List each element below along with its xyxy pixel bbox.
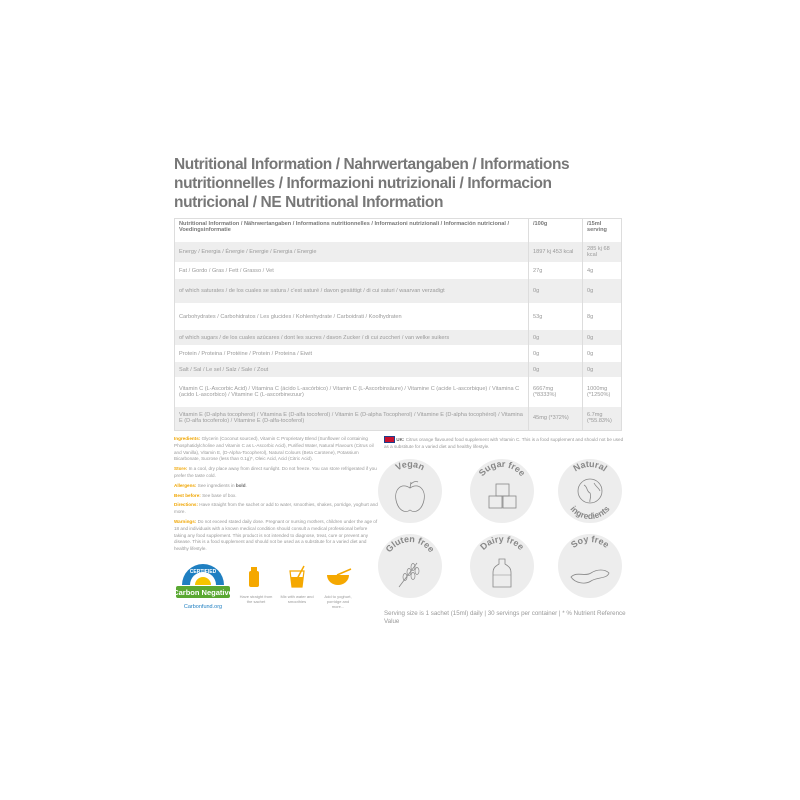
- row-serving: 285 kj 68 kcal: [583, 242, 622, 262]
- usage-sachet: [239, 565, 273, 604]
- row-per100: 45mg (*372%): [529, 407, 583, 430]
- badge-soy-free: [557, 533, 623, 599]
- warnings-label: Warnings:: [174, 518, 197, 524]
- left-column: [174, 436, 380, 615]
- uk-flag-icon: [384, 436, 395, 443]
- row-per100: 6667mg (*8333%): [529, 377, 583, 407]
- store: [174, 466, 380, 480]
- glass-icon: [280, 565, 314, 589]
- store-label: Store:: [174, 466, 188, 472]
- carbon-negative-logo: [174, 561, 232, 615]
- header-label: Nutritional Information / Nährwertangaben / Informations nutritionnelles / Informazioni nutrizionali / Información nutricional / Voedingsinformatie: [175, 219, 529, 243]
- row-per100: 0g: [529, 279, 583, 303]
- ingredients-label: Ingredients:: [174, 436, 201, 441]
- badge-label: Gluten free: [383, 533, 437, 555]
- table-row: [175, 330, 622, 345]
- table-row: [175, 345, 622, 362]
- store-text: In a cool, dry place away from direct sunlight. Do not freeze. You can store refrigerated if you prefer the taste cold.: [174, 466, 377, 478]
- row-label: Vitamin E (D-alpha tocopherol) / Vitamina E (D-alfa tocoferol) / Vitamin E (D-alpha Tocopherol) / Vitamine E (D-alpha tocophérol) / Vitamina E (D-alfa tocoferolo) / Vitamine E (D-alfa-tocoferol): [175, 407, 529, 430]
- badge-dairy-free: [469, 533, 535, 599]
- row-serving: 8g: [583, 303, 622, 330]
- row-label: Salt / Sal / Le sel / Salz / Sale / Zout: [175, 362, 529, 377]
- row-per100: 0g: [529, 330, 583, 345]
- best-before-text: See base of box.: [202, 492, 237, 498]
- allergens: Allergens: See ingredients in bold.: [174, 482, 247, 488]
- row-serving: 0g: [583, 279, 622, 303]
- page-title: Nutritional Information / Nahrwertangaben / Informations nutritionnelles / Informazioni nutrizionali / Informacion nutricional / NE Nutritional Information: [174, 156, 570, 211]
- directions-text: Have straight from the sachet or add to water, smoothies, shakes, porridge, yoghurt and more.: [174, 502, 378, 515]
- table-header: [175, 219, 622, 243]
- usage-mix: [280, 565, 314, 604]
- table-row: [175, 377, 622, 407]
- badge-label: Natural: [571, 458, 610, 474]
- table-row: [175, 242, 622, 262]
- badge-label: Dairy free: [478, 533, 527, 552]
- row-label: Energy / Energia / Énergie / Energie / Energia / Energie: [175, 242, 529, 262]
- ingredients-text: Glycerin (Coconut sourced), Vitamin C Proprietary Blend (Sunflower oil containing Phosphatidylcholine and Vitamin C as L-Ascorbic Acid), Purified Water, Natural Flavours (Citrus oil and Vanilla), Vitamin E, (D-Alpha-Tocopherol), Natural Colours (Beta Carotene), Potassium Bicarbonate, Sucrose (less than 0.1g)*, Oleic Acid, Acid (Citric Acid).: [174, 436, 374, 462]
- badge-sugar-free: [469, 458, 535, 524]
- warnings-text: Do not exceed stated daily dose. Pregnant or nursing mothers, children under the age of 18 and individuals with a known medical condition should consult a medical professional before taking any food supplement. This product is not intended to diagnose, treat, cure or prevent any disease. This is a food supplement and should not be used as a substitute for a varied diet and healthy lifestyle.: [174, 518, 378, 552]
- row-per100: 0g: [529, 362, 583, 377]
- row-per100: 1897 kj 453 kcal: [529, 242, 583, 262]
- table-row: [175, 279, 622, 303]
- carbon-top-text: CERTIFIED: [189, 568, 217, 575]
- uk-label: UK:: [396, 437, 405, 442]
- nutrition-table: [174, 218, 622, 431]
- allergens-bold: bold: [235, 482, 246, 488]
- row-serving: 6.7mg (*55.83%): [583, 407, 622, 430]
- warnings: [174, 519, 380, 553]
- carbon-site: Carbonfund.org: [183, 603, 223, 610]
- bowl-icon: [321, 565, 355, 589]
- row-serving: 4g: [583, 262, 622, 279]
- table-row: [175, 362, 622, 377]
- carbon-label: Carbon Negative: [174, 587, 232, 597]
- table-row: [175, 303, 622, 330]
- row-label: Vitamin C (L-Ascorbic Acid) / Vitamina C (ácido L-ascórbico) / Vitamin C (L-Ascorbinsäure) / Vitamine C (acide L-ascorbique) / Vitamina C (acido L-ascorbico) / Vitamine C (L-ascorbinezuur): [175, 377, 529, 407]
- badge-label: Sugar free: [476, 458, 528, 479]
- ingredients: [174, 436, 380, 463]
- directions-label: Directions:: [174, 502, 198, 508]
- badge-natural-ingredients: [557, 458, 623, 524]
- row-label: of which saturates / de los cuales se satura / c'est saturé / davon gesättigt / di cui saturi / waarvan verzadigt: [175, 279, 529, 303]
- header-per100: /100g: [529, 219, 583, 243]
- best-before: [174, 493, 380, 500]
- row-serving: 0g: [583, 345, 622, 362]
- usage-caption: Have straight from the sachet: [239, 593, 273, 604]
- header-serving: /15ml serving: [583, 219, 622, 243]
- best-before-label: Best before:: [174, 492, 201, 498]
- uk-text: Citrus orange flavoured food supplement with Vitamin C. This is a food supplement and should not be used as a substitute for a varied diet and healthy lifestyle.: [384, 437, 624, 450]
- allergens-label: Allergens:: [174, 482, 197, 488]
- row-serving: 1000mg (*1250%): [583, 377, 622, 407]
- allergens-text: See ingredients in: [197, 482, 235, 488]
- usage-yoghurt: [321, 565, 355, 609]
- sachet-icon: [239, 565, 273, 589]
- badge-gluten-free: [377, 533, 443, 599]
- row-label: Fat / Gordo / Gras / Fett / Grasso / Vet: [175, 262, 529, 279]
- row-label: Carbohydrates / Carbohidratos / Les glucides / Kohlenhydrate / Carboidrati / Koolhydraten: [175, 303, 529, 330]
- serving-info: Serving size is 1 sachet (15ml) daily | 30 servings per container | * % Nutrient Reference Value: [384, 610, 626, 625]
- usage-caption: Add to yoghurt, porridge and more...: [324, 593, 352, 609]
- row-per100: 0g: [529, 345, 583, 362]
- row-serving: 0g: [583, 362, 622, 377]
- row-label: Protein / Proteina / Protéine / Protein / Proteina / Eiwit: [175, 345, 529, 362]
- uk-description: [384, 436, 624, 450]
- product-info: [174, 436, 380, 553]
- usage-icon-row: [174, 561, 380, 615]
- row-serving: 0g: [583, 330, 622, 345]
- table-row: [175, 407, 622, 430]
- row-per100: 27g: [529, 262, 583, 279]
- badge-bottom-text: ingredients: [568, 503, 612, 522]
- badge-vegan: [377, 458, 443, 524]
- row-per100: 53g: [529, 303, 583, 330]
- badge-label: Soy free: [569, 533, 612, 550]
- directions: [174, 502, 380, 516]
- table-row: [175, 262, 622, 279]
- badge-label: Vegan: [393, 458, 427, 473]
- row-label: of which sugars / de los cuales azúcares / dont les sucres / davon Zucker / di cui zuccheri / van welke suikers: [175, 330, 529, 345]
- usage-caption: Mix with water and smoothies: [280, 593, 314, 604]
